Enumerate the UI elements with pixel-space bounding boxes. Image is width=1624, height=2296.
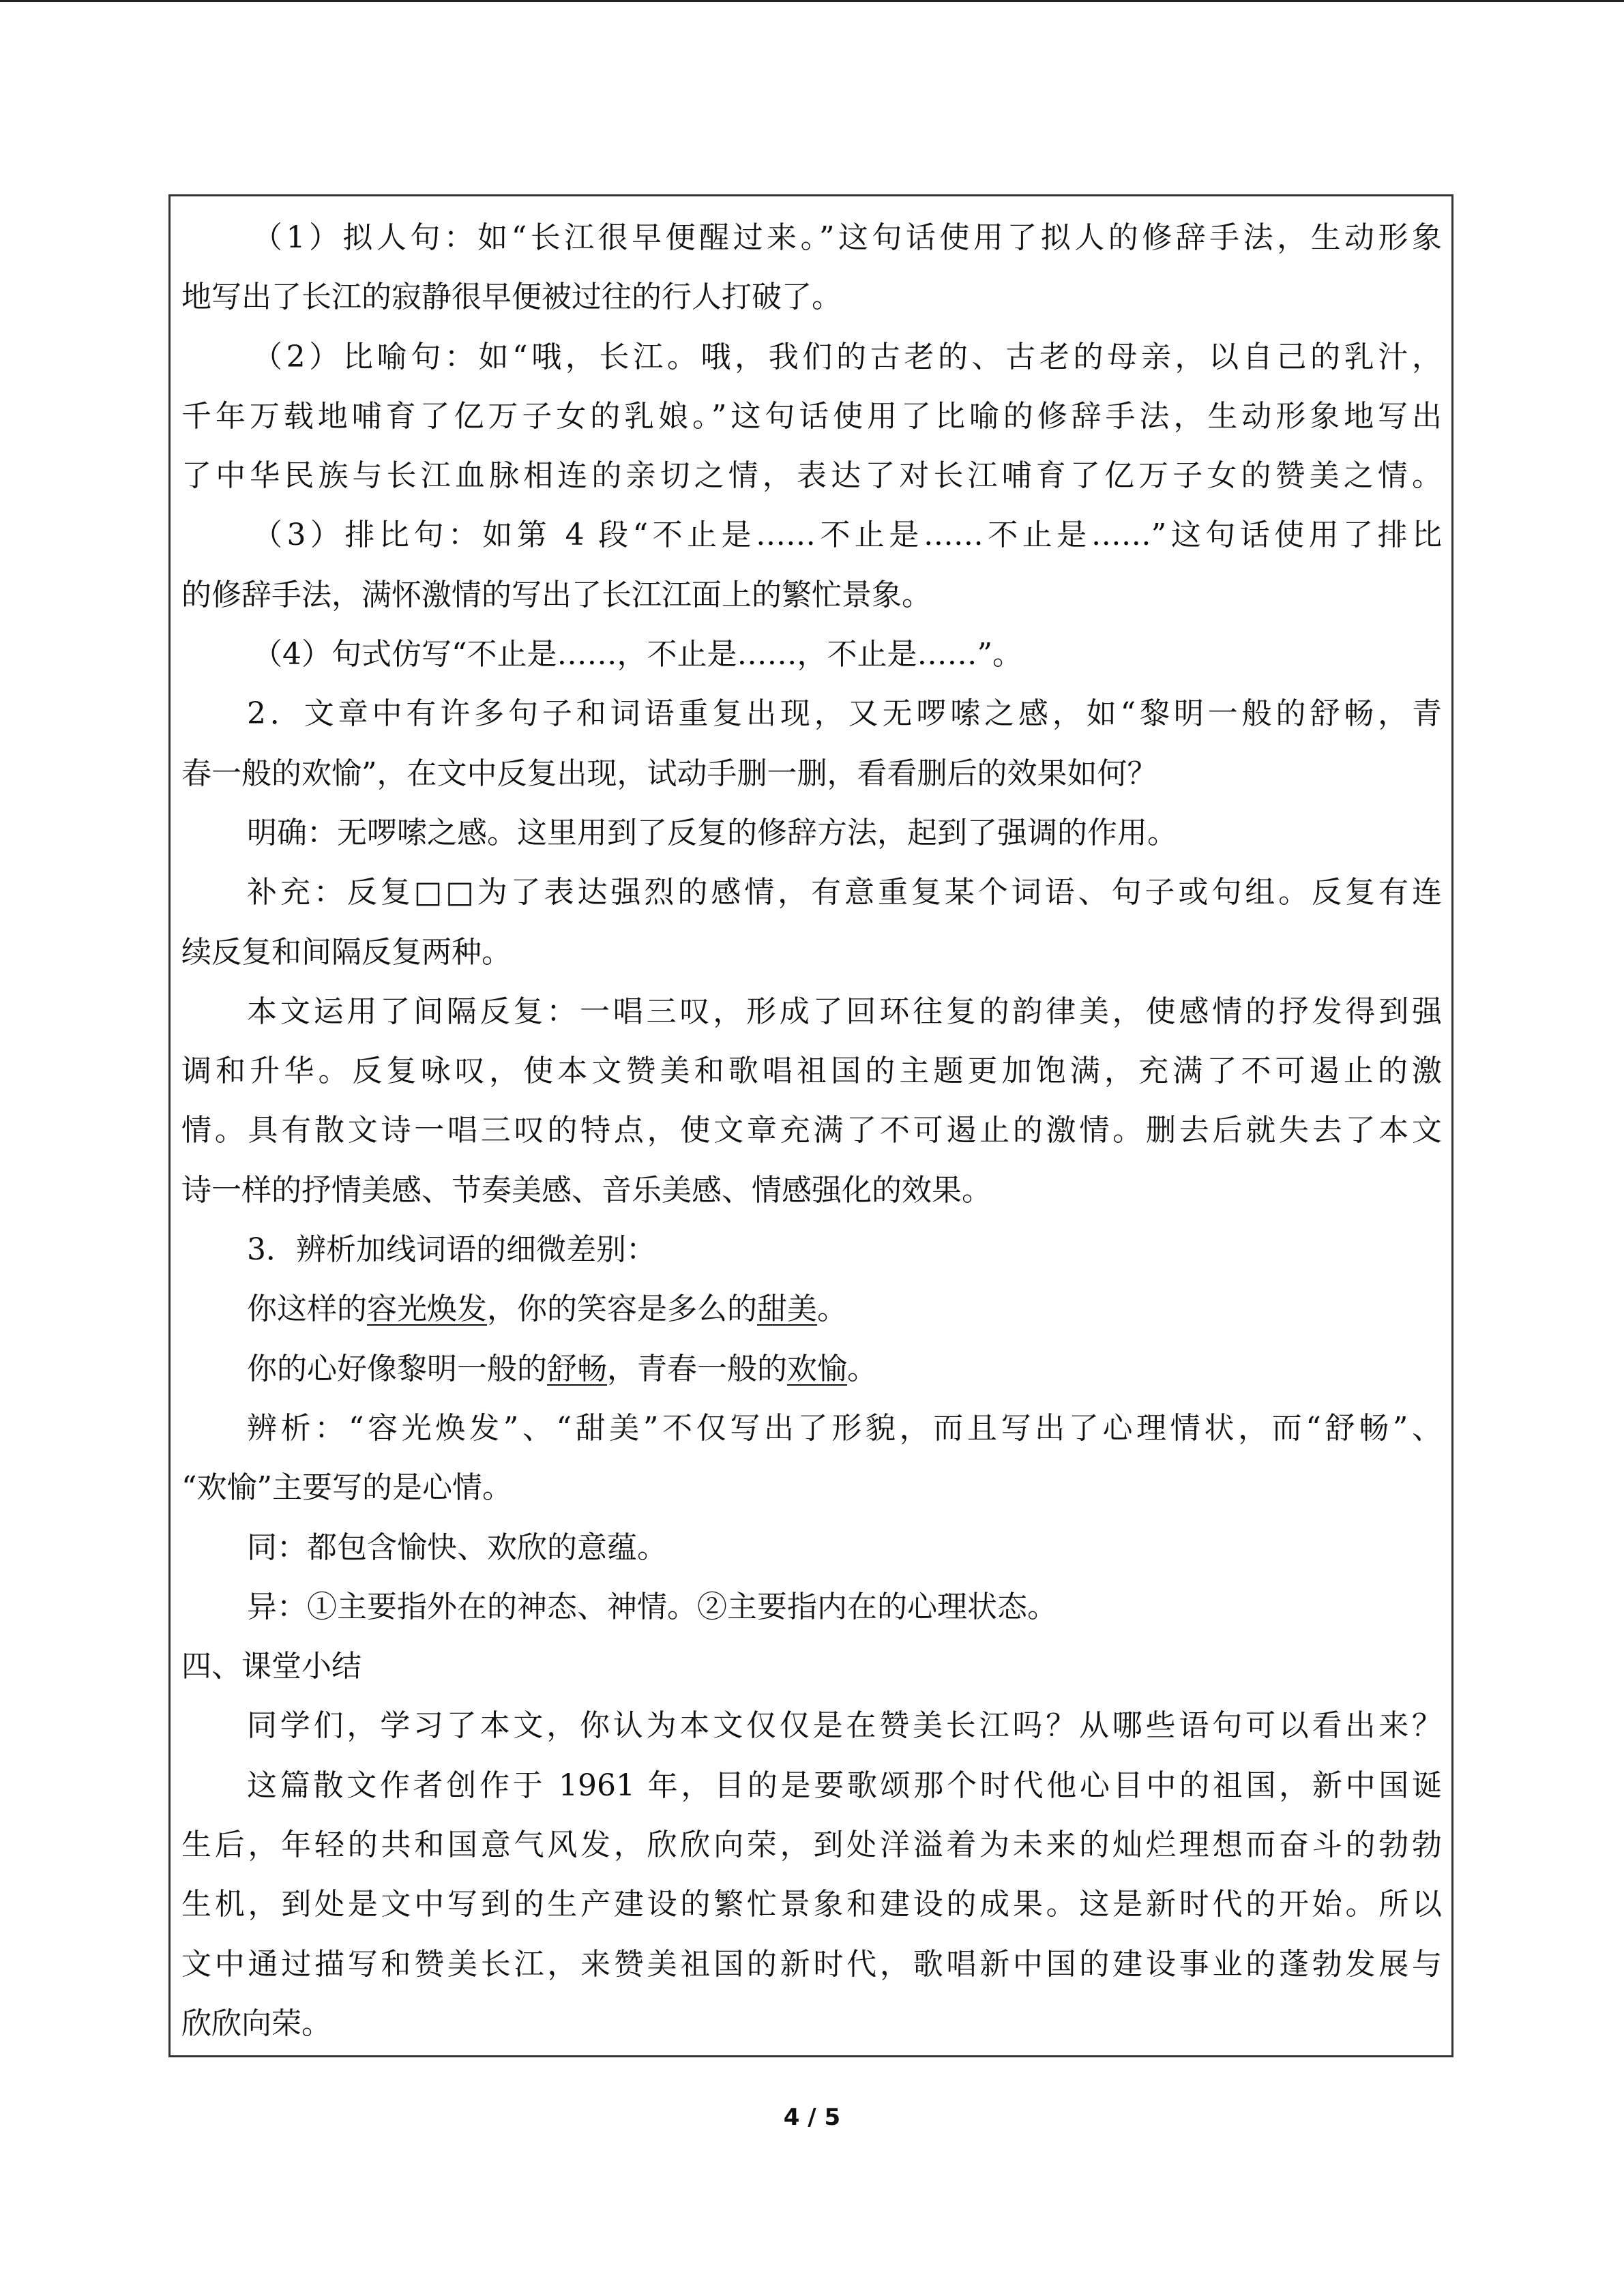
example-sentence-2	[181, 1339, 1442, 1399]
paragraph-line: 辨析：“容光焕发”、“甜美”不仅写出了形貌，而且写出了心理情状，而“舒畅”、	[247, 1410, 1442, 1446]
paragraph-line: 续反复和间隔反复两种。	[181, 934, 512, 970]
paragraph-line: 了中华民族与长江血脉相连的亲切之情，表达了对长江哺育了亿万子女的赞美之情。	[181, 458, 1442, 494]
paragraph-line: 这篇散文作者创作于 1961 年，目的是要歌颂那个时代他心目中的祖国，新中国诞	[247, 1768, 1442, 1803]
underlined-word: 甜美	[757, 1292, 817, 1327]
paragraph-line: 的修辞手法，满怀激情的写出了长江江面上的繁忙景象。	[181, 577, 932, 612]
paragraph-line: 欣欣向荣。	[181, 2006, 331, 2041]
paragraph-line: （4）句式仿写“不止是……，不止是……，不止是……”。	[252, 637, 1022, 672]
example-text: ，你的笑容是多么的	[487, 1292, 757, 1327]
paragraph-line: 情。具有散文诗一唱三叹的特点，使文章充满了不可遏止的激情。删去后就失去了本文	[181, 1113, 1442, 1148]
paragraph-line: 异：①主要指外在的神态、神情。②主要指内在的心理状态。	[247, 1589, 1057, 1624]
example-text: 你这样的	[247, 1292, 367, 1327]
paragraph-line: （1）拟人句：如“长江很早便醒过来。”这句话使用了拟人的修辞手法，生动形象	[252, 220, 1442, 255]
section-heading: 四、课堂小结	[181, 1649, 361, 1684]
paragraph-line: 2．文章中有许多句子和词语重复出现，又无啰嗦之感，如“黎明一般的舒畅，青	[247, 696, 1442, 732]
paragraph-line: 千年万载地哺育了亿万子女的乳娘。”这句话使用了比喻的修辞手法，生动形象地写出	[181, 398, 1442, 434]
paragraph-line: 调和升华。反复咏叹，使本文赞美和歌唱祖国的主题更加饱满，充满了不可遏止的激	[181, 1054, 1442, 1089]
underlined-word: 容光焕发	[367, 1292, 487, 1327]
paragraph-line: （3）排比句：如第 4 段“不止是……不止是……不止是……”这句话使用了排比	[252, 518, 1442, 553]
page-top-rule	[0, 0, 1624, 2]
paragraph-line: 生后，年轻的共和国意气风发，欣欣向荣，到处洋溢着为未来的灿烂理想而奋斗的勃勃	[181, 1828, 1442, 1863]
example-text: 。	[847, 1351, 877, 1386]
paragraph-line: “欢愉”主要写的是心情。	[181, 1470, 512, 1506]
paragraph-line: 同学们，学习了本文，你认为本文仅仅是在赞美长江吗？从哪些语句可以看出来？	[247, 1708, 1442, 1744]
underlined-word: 舒畅	[547, 1351, 607, 1386]
paragraph-line: 本文运用了间隔反复：一唱三叹，形成了回环往复的韵律美，使感情的抒发得到强	[247, 994, 1442, 1029]
paragraph-line: 春一般的欢愉”，在文中反复出现，试动手删一删，看看删后的效果如何？	[181, 756, 1157, 791]
example-text: ，青春一般的	[607, 1351, 787, 1386]
example-text: 你的心好像黎明一般的	[247, 1351, 547, 1386]
paragraph-line: 3．辨析加线词语的细微差别：	[247, 1232, 656, 1268]
paragraph-line: 明确：无啰嗦之感。这里用到了反复的修辞方法，起到了强调的作用。	[247, 815, 1177, 850]
paragraph-line: 同：都包含愉快、欢欣的意蕴。	[247, 1530, 667, 1565]
paragraph-line: 补充：反复□□为了表达强烈的感情，有意重复某个词语、句子或句组。反复有连	[247, 875, 1442, 910]
page-number: 4 / 5	[783, 2104, 841, 2131]
paragraph-line: 生机，到处是文中写到的生产建设的繁忙景象和建设的成果。这是新时代的开始。所以	[181, 1887, 1442, 1922]
underlined-word: 欢愉	[787, 1351, 847, 1386]
paragraph-line: 文中通过描写和赞美长江，来赞美祖国的新时代，歌唱新中国的建设事业的蓬勃发展与	[181, 1946, 1442, 1982]
paragraph-line: 诗一样的抒情美感、节奏美感、音乐美感、情感强化的效果。	[181, 1172, 992, 1208]
example-text: 。	[817, 1292, 847, 1327]
paragraph-line: 地写出了长江的寂静很早便被过往的行人打破了。	[181, 280, 842, 315]
example-sentence-1	[181, 1279, 1442, 1339]
paragraph-line: （2）比喻句：如“哦，长江。哦，我们的古老的、古老的母亲，以自己的乳汁，	[252, 339, 1442, 374]
document-body	[181, 208, 1442, 2053]
